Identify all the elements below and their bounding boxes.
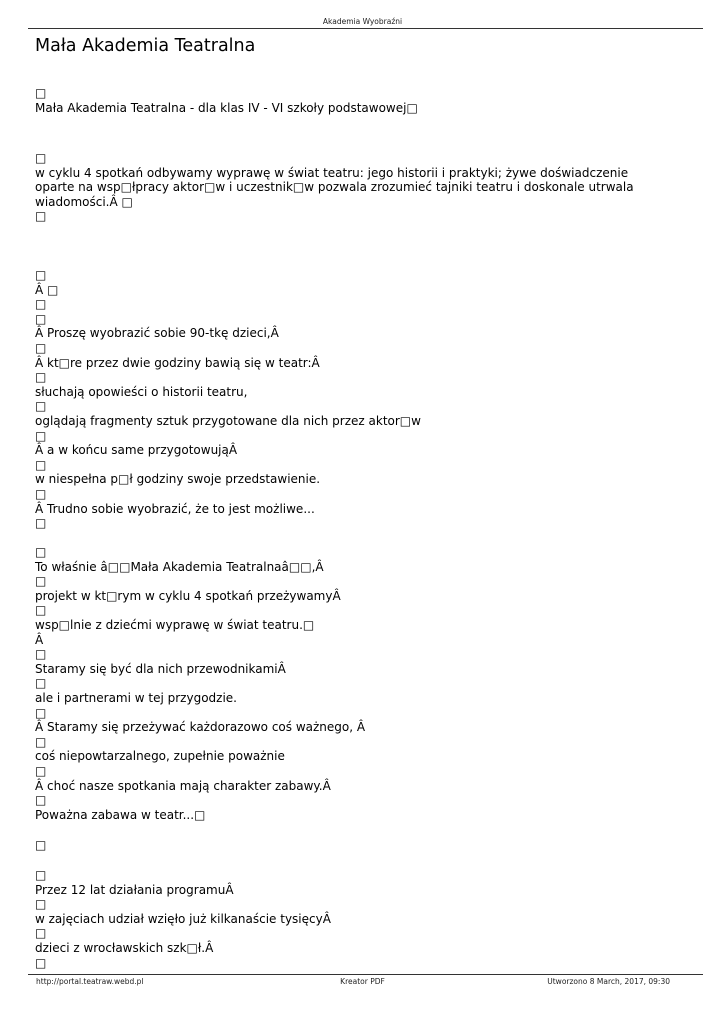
paragraph-block: [35, 545, 365, 822]
text-line: □: [35, 297, 47, 312]
text-line: w cyklu 4 spotkań odbywamy wyprawę w świat teatru: jego historii i praktyki; żywe doświadczenie: [35, 165, 629, 180]
text-line: projekt w kt□rym w cyklu 4 spotkań przeżywamyÂ: [35, 588, 341, 603]
text-line: coś niepowtarzalnego, zupełnie poważnie: [35, 749, 285, 764]
text-line: □: [35, 516, 47, 531]
page-title: Mała Akademia Teatralna: [35, 36, 256, 56]
text-line: □: [35, 838, 47, 852]
text-line: □: [35, 897, 47, 912]
text-line: □: [35, 647, 47, 662]
text-line: □: [35, 486, 47, 501]
text-line: □: [35, 151, 47, 165]
paragraph-block: [35, 868, 331, 970]
text-line: □: [35, 574, 47, 589]
text-line: Â Proszę wyobrazić sobie 90-tkę dzieci,Â: [35, 326, 279, 341]
text-line: w zajęciach udział wzięło już kilkanaście tysięcyÂ: [35, 911, 331, 926]
text-line: □: [35, 428, 47, 443]
text-line: □: [35, 868, 47, 882]
text-line: oglądają fragmenty sztuk przygotowane dla nich przez aktor□w: [35, 413, 421, 428]
text-line: Poważna zabawa w teatr...□: [35, 807, 206, 822]
paragraph-block: [35, 838, 46, 853]
footer-url: http://portal.teatraw.webd.pl: [36, 977, 144, 986]
page-header-text: Akademia Wyobraźni: [322, 17, 403, 26]
text-line: Mała Akademia Teatralna - dla klas IV - VI szkoły podstawowej□: [35, 100, 418, 115]
text-line: oparte na wsp□łpracy aktor□w i uczestnik□w pozwala zrozumieć tajniki teatru i doskonale utrwala: [35, 180, 634, 195]
text-line: wiadomości.Â □: [35, 194, 133, 209]
text-line: □: [35, 603, 47, 618]
paragraph-block: [35, 268, 421, 531]
text-line: Â Trudno sobie wyobrazić, że to jest możliwe...: [35, 501, 315, 516]
text-line: Â: [35, 632, 44, 647]
text-line: Â □: [35, 282, 59, 297]
text-line: □: [35, 545, 47, 559]
text-line: Staramy się być dla nich przewodnikamiÂ: [35, 661, 286, 676]
text-line: Â choć nasze spotkania mają charakter zabawy.Â: [35, 778, 331, 793]
text-line: □: [35, 209, 47, 224]
text-line: □: [35, 676, 47, 691]
text-line: dzieci z wrocławskich szk□ł.Â: [35, 940, 214, 955]
text-line: □: [35, 86, 47, 100]
text-line: □: [35, 734, 47, 749]
text-line: Â kt□re przez dwie godziny bawią się w teatr:Â: [35, 355, 320, 370]
text-line: ale i partnerami w tej przygodzie.: [35, 690, 237, 705]
text-line: □: [35, 399, 47, 414]
text-line: □: [35, 705, 47, 720]
text-line: To właśnie â□□Mała Akademia Teatralnaâ□□,Â: [35, 559, 324, 574]
text-line: □: [35, 926, 47, 941]
text-line: □: [35, 311, 47, 326]
text-line: □: [35, 370, 47, 385]
text-line: □: [35, 793, 47, 808]
footer-created-date: Utworzono 8 March, 2017, 09:30: [547, 977, 670, 986]
footer-generator: Kreator PDF: [340, 977, 385, 986]
text-line: Â Staramy się przeżywać każdorazowo coś ważnego, Â: [35, 720, 366, 735]
text-line: □: [35, 955, 47, 970]
text-line: w niespełna p□ł godziny swoje przedstawienie.: [35, 472, 321, 487]
text-line: Przez 12 lat działania programuÂ: [35, 882, 234, 897]
footer-divider: [28, 974, 703, 975]
text-line: Â a w końcu same przygotowująÂ: [35, 443, 238, 458]
text-line: □: [35, 268, 47, 282]
text-line: □: [35, 340, 47, 355]
paragraph-block: [35, 151, 634, 224]
text-line: □: [35, 457, 47, 472]
paragraph-block: [35, 86, 418, 115]
text-line: wsp□lnie z dziećmi wyprawę w świat teatru.□: [35, 617, 315, 632]
text-line: słuchają opowieści o historii teatru,: [35, 384, 248, 399]
text-line: □: [35, 763, 47, 778]
header-divider: [28, 28, 703, 29]
